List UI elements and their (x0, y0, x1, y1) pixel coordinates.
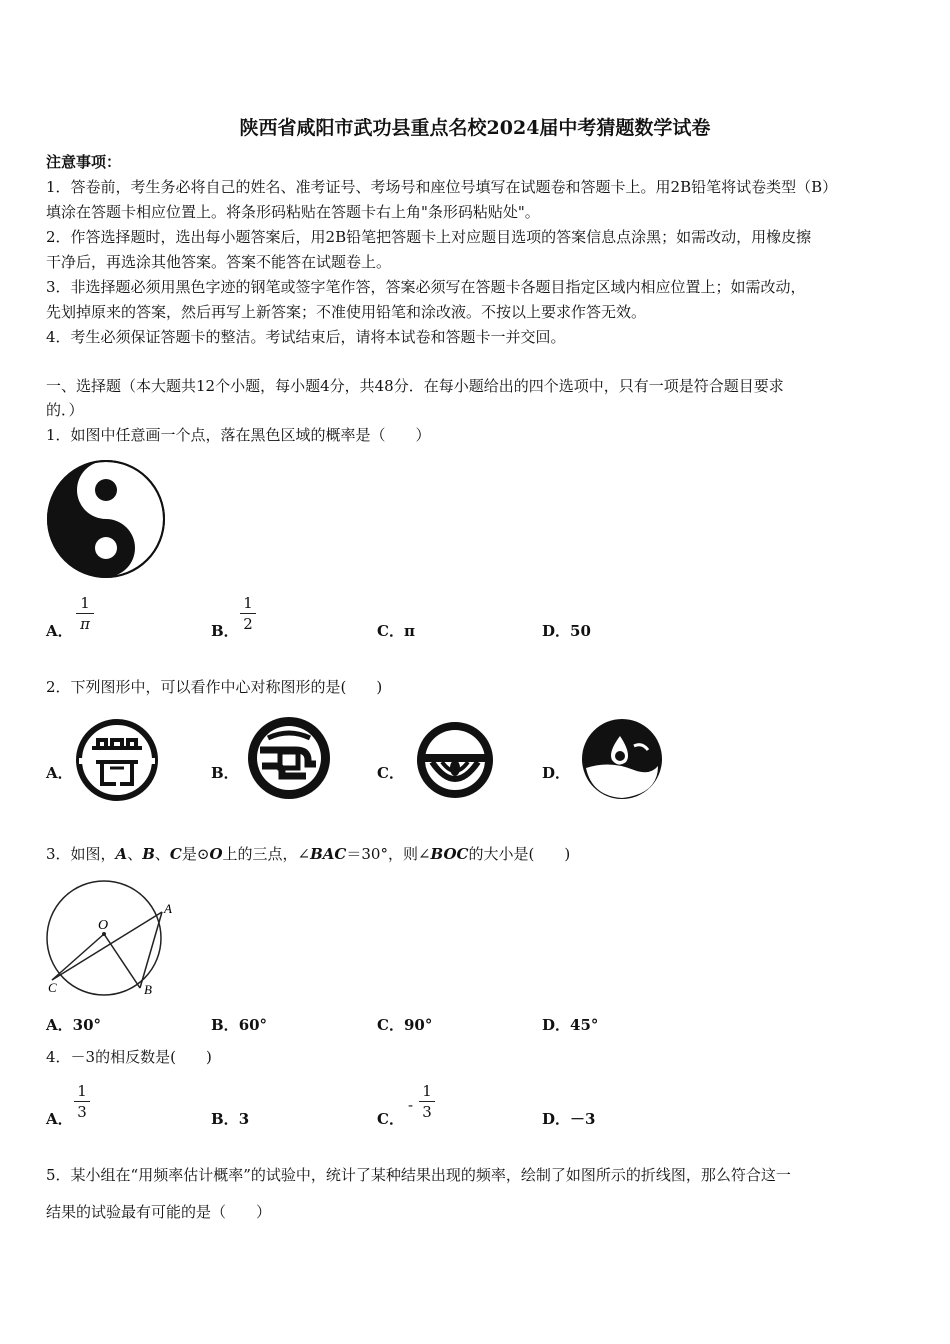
q3-stem-sep1: 、 (127, 845, 143, 863)
notice-line-5: 3．非选择题必须用黑色字迹的钢笔或签字笔作答，答案必须写在答题卡各题目指定区域内相应位置上；如需改动， (46, 278, 806, 296)
q1-option-c-label: C． (377, 622, 404, 640)
q5-stem-line-1: 5．某小组在“用频率估计概率”的试验中，统计了某种结果出现的频率，绘制了如图所示的折线图，那么符合这一 (46, 1166, 791, 1184)
q3-stem-boc: BOC (430, 845, 469, 863)
q4-option-a-num: 1 (77, 1082, 87, 1100)
q3-option-a-text: 30° (72, 1016, 102, 1034)
q4-option-d-label: D． (542, 1110, 571, 1128)
q3-label-b: B (144, 982, 152, 997)
q4-option-c-fraction (419, 1082, 435, 1121)
q4-option-b-text: 3 (238, 1110, 250, 1128)
q3-option-b-text: 60° (238, 1016, 268, 1034)
q3-label-c: C (48, 980, 57, 995)
q3-stem-c: C (169, 845, 182, 863)
q1-option-b-label: B． (211, 622, 239, 640)
q3-stem-b: B (142, 845, 155, 863)
q1-yinyang-figure (45, 458, 169, 580)
q5-stem-line-2: 结果的试验最有可能的是（ ） (46, 1203, 272, 1221)
q3-stem-mid3: ＝30°，则∠ (346, 845, 431, 863)
q3-option-a (46, 1014, 101, 1035)
fraction-bar (74, 1101, 90, 1102)
q3-stem (46, 842, 570, 867)
notice-line-3: 2．作答选择题时，选出每小题答案后，用2B铅笔把答题卡上对应题目选项的答案信息点涂黑；如需改动，用橡皮擦 (46, 228, 812, 246)
page-title: 陕西省咸阳市武功县重点名校2024届中考猜题数学试卷 (239, 117, 711, 139)
q4-option-a-label: A． (46, 1110, 73, 1128)
notice-line-7: 4．考生必须保证答题卡的整洁。考试结束后，请将本试卷和答题卡一并交回。 (46, 328, 566, 346)
notice-line-4: 干净后，再选涂其他答案。答案不能答在试题卷上。 (46, 253, 392, 271)
q4-option-c-num: 1 (422, 1082, 432, 1100)
q3-stem-mid2: 上的三点，∠ (222, 845, 311, 863)
q3-option-d (542, 1014, 598, 1035)
section1-line-2: 的．） (46, 401, 84, 419)
q3-label-o: O (98, 918, 109, 933)
q1-stem: 1．如图中任意画一个点，落在黑色区域的概率是（ ） (46, 426, 431, 444)
q4-option-d (542, 1108, 595, 1129)
q1-option-a-den: π (80, 615, 90, 633)
q2-option-b-emblem-icon (246, 714, 332, 802)
q3-option-c-text: 90° (403, 1016, 433, 1034)
q1-option-d-text: 50 (570, 622, 591, 640)
q1-option-b-den: 2 (243, 615, 253, 633)
q4-option-a-fraction (74, 1082, 90, 1121)
q2-option-a-label: A． (46, 764, 73, 782)
q4-option-d-text: －3 (570, 1110, 596, 1128)
q4-stem: 4．－3的相反数是( ) (46, 1048, 212, 1066)
q3-stem-end: 的大小是( ) (468, 845, 571, 863)
q2-option-b-label: B． (211, 764, 239, 782)
q4-option-c-den: 3 (422, 1103, 432, 1121)
q3-option-b (211, 1014, 267, 1035)
q4-option-a-den: 3 (77, 1103, 87, 1121)
q4-option-b (211, 1108, 249, 1129)
q1-option-a-label: A． (46, 622, 73, 640)
q1-option-b-fraction (240, 594, 256, 633)
q2-option-a-emblem-icon (76, 718, 158, 802)
fraction-bar (76, 613, 94, 614)
q4-option-b-label: B． (211, 1110, 239, 1128)
q3-stem-bac: BAC (310, 845, 347, 863)
q1-option-d (542, 620, 591, 641)
q4-option-c-sign: - (408, 1096, 414, 1114)
q3-circle-figure (44, 880, 174, 998)
q1-option-a-num: 1 (80, 594, 90, 612)
section1-line-1: 一、选择题（本大题共12个小题，每小题4分，共48分．在每小题给出的四个选项中，只有一项是符合题目要求 (46, 377, 784, 395)
notice-line-2: 填涂在答题卡相应位置上。将条形码粘贴在答题卡右上角"条形码粘贴处"。 (46, 203, 540, 221)
q3-option-c-label: C． (377, 1016, 404, 1034)
q3-option-c (377, 1014, 432, 1035)
q1-option-a-fraction (76, 594, 94, 633)
notice-line-6: 先划掉原来的答案，然后再写上新答案；不准使用铅笔和涂改液。不按以上要求作答无效。 (46, 303, 647, 321)
notice-line-1: 1．答卷前，考生务必将自己的姓名、准考证号、考场号和座位号填写在试题卷和答题卡上。用2B铅笔将试卷类型（B） (46, 178, 838, 196)
q2-stem: 2．下列图形中，可以看作中心对称图形的是( ) (46, 678, 383, 696)
q2-option-d-label: D． (542, 764, 571, 782)
notice-heading: 注意事项： (46, 153, 122, 171)
q4-option-c-label: C． (377, 1110, 404, 1128)
fraction-bar (419, 1101, 435, 1102)
q3-stem-mid: 是⊙ (181, 845, 210, 863)
q1-option-d-label: D． (542, 622, 571, 640)
q2-option-c-label: C． (377, 764, 404, 782)
q2-option-c-emblem-icon (414, 718, 496, 802)
q3-label-a: A (164, 901, 172, 916)
q3-stem-a: A (115, 845, 128, 863)
q1-option-c (377, 620, 415, 641)
q3-stem-prefix: 3．如图， (46, 845, 116, 863)
fraction-bar (240, 613, 256, 614)
q3-stem-sep2: 、 (154, 845, 170, 863)
q3-option-b-label: B． (211, 1016, 239, 1034)
q2-option-d-emblem-icon (580, 716, 664, 802)
q3-option-a-label: A． (46, 1016, 73, 1034)
q3-option-d-label: D． (542, 1016, 571, 1034)
q3-stem-o: O (209, 845, 223, 863)
q3-option-d-text: 45° (570, 1016, 599, 1034)
q1-option-c-text: π (403, 622, 415, 640)
q1-option-b-num: 1 (243, 594, 253, 612)
